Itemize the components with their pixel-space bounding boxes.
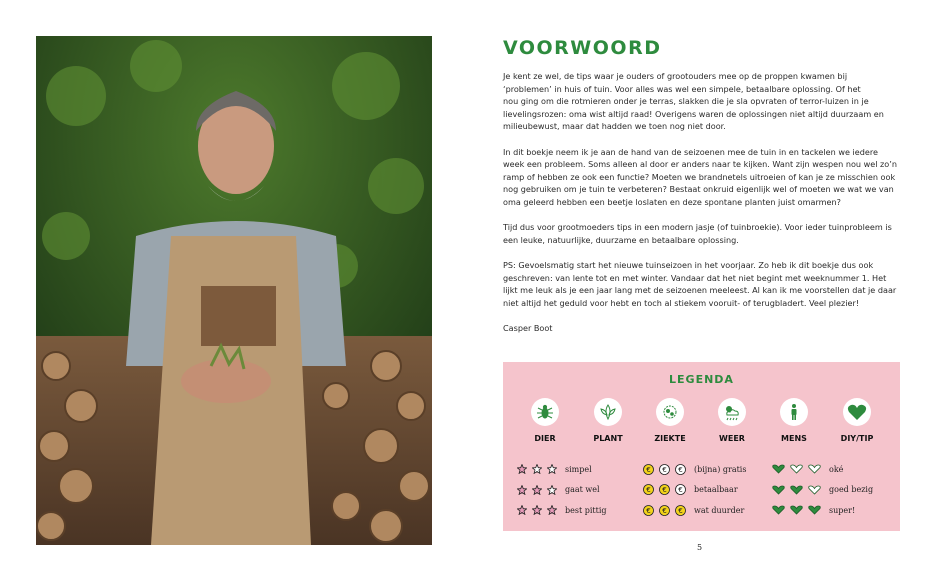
legend-category-dier (515, 398, 575, 443)
svg-text:€: € (646, 486, 651, 494)
rating-label: best pittig (565, 505, 607, 515)
text-line: nog gebruiken om je tuin te verbeteren? Bestaat onkruid eigenlijk wel of moeten we wat we van (503, 184, 894, 195)
heart-icon (790, 505, 803, 515)
impact-row (772, 503, 855, 517)
rating-label: super! (829, 505, 856, 515)
heart-icon (808, 485, 821, 495)
euro-coin-icon (675, 464, 686, 475)
category-label: WEER (719, 434, 745, 443)
svg-text:€: € (646, 465, 651, 474)
author-photo (36, 36, 432, 545)
text-line: milieubewust, maar dat hadden we toen nog niet door. (503, 121, 726, 132)
star-icon (532, 505, 542, 515)
foreword-text (503, 70, 903, 347)
paragraph (503, 259, 903, 309)
euro-coin-icon (659, 484, 670, 495)
paragraph (503, 70, 903, 133)
impact-row (772, 462, 843, 476)
rating-label: oké (829, 464, 844, 474)
leaf-icon (594, 398, 622, 426)
euro-coin-icon (643, 484, 654, 495)
paragraph (503, 146, 903, 209)
star-icon (532, 485, 542, 495)
legend-category-diy-tip (827, 398, 887, 443)
euro-coin-icon (643, 464, 654, 475)
difficulty-row (517, 503, 607, 517)
star-icon (517, 464, 527, 474)
euro-coin-icon (659, 505, 670, 516)
heart-icon (790, 485, 803, 495)
star-icon (547, 464, 557, 474)
star-icon (517, 505, 527, 515)
text-line: week een probleem. Soms alleen al door er anders naar te kijken. Want zijn wespen nou wel zo’n (503, 159, 897, 170)
bug-icon (531, 398, 559, 426)
text-line: ramp of hebben ze ook een functie? Moeten we brandnetels uitroeien of kan je ze misschien ook (503, 171, 896, 182)
text-line: geschreven: van lente tot en met winter. Vandaar dat het niet begint met weeknummer 1. Het (503, 272, 887, 283)
euro-coin-icon (643, 505, 654, 516)
svg-text:€: € (678, 465, 683, 474)
paragraph (503, 322, 903, 335)
text-line: oma geleerd hebben een beetje loslaten en deze spontane planten juist omarmen? (503, 196, 841, 207)
text-line: ‘problemen’ in huis of tuin. Voor alles was wel een simpele, betaalbare oplossing. Of het (503, 83, 861, 94)
legend-category-ziekte (640, 398, 700, 443)
heart-icon (843, 398, 871, 426)
category-label: MENS (781, 434, 807, 443)
category-label: PLANT (593, 434, 623, 443)
text-line: nou ging om die rotmieren onder je terras, slakken die je sla opvraten of terror-luizen in je (503, 96, 869, 107)
heart-icon (772, 485, 785, 495)
svg-text:€: € (646, 506, 651, 515)
cost-row (643, 503, 744, 517)
cost-row (643, 462, 746, 476)
text-line: PS: Gevoelsmatig start het nieuwe tuinseizoen in het voorjaar. Zo heb ik dit boekje dus ook (503, 259, 874, 270)
rating-label: simpel (565, 464, 592, 474)
text-line: niet altijd het geduld voor hebt en toch al stiekem vooruit- of terugbladert. Veel plezier! (503, 297, 860, 308)
rating-label: betaalbaar (694, 485, 738, 494)
legend-title: LEGENDA (669, 373, 734, 386)
page-number: 5 (697, 543, 703, 552)
text-line: lijkt me leuk als je een jaar lang met de seizoenen meeleest. Al kan ik me voorstellen dat je daar (503, 285, 897, 296)
text-line: Je kent ze wel, de tips waar je ouders of grootouders mee op de proppen kwamen bij (503, 71, 848, 81)
page-title: VOORWOORD (503, 37, 662, 59)
cost-row (643, 483, 738, 497)
text-line: Casper Boot (503, 322, 553, 333)
svg-text:€: € (662, 465, 667, 474)
text-line: In dit boekje neem ik je aan de hand van de seizoenen mee de tuin in en tackelen we iedere (503, 146, 878, 157)
text-line: lievelingsrozen: oma wist altijd raad! Overigens waren de oplossingen niet altijd duurzaam en (503, 108, 884, 119)
rating-label: wat duurder (694, 505, 745, 515)
paragraph (503, 221, 903, 246)
impact-row (772, 483, 873, 497)
heart-icon (772, 505, 785, 515)
difficulty-row (517, 483, 600, 497)
star-icon (547, 505, 557, 515)
category-label: ZIEKTE (654, 434, 686, 443)
svg-text:€: € (662, 506, 667, 515)
category-label: DIY/TIP (840, 434, 874, 443)
legend-category-plant (578, 398, 638, 443)
heart-icon (772, 464, 785, 474)
euro-coin-icon (675, 484, 686, 495)
euro-coin-icon (659, 464, 670, 475)
text-line: een leuke, natuurlijke, duurzame en betaalbare oplossing. (503, 234, 739, 245)
svg-text:€: € (678, 486, 683, 494)
category-label: DIER (534, 434, 556, 443)
heart-icon (808, 505, 821, 515)
euro-coin-icon (675, 505, 686, 516)
star-icon (532, 464, 542, 474)
rating-label: goed bezig (829, 485, 874, 494)
star-icon (517, 485, 527, 495)
legend-category-weer (702, 398, 762, 443)
virus-icon (656, 398, 684, 426)
star-icon (547, 485, 557, 495)
person-icon (780, 398, 808, 426)
legend-category-mens (764, 398, 824, 443)
svg-text:€: € (678, 506, 683, 515)
legend-box (503, 362, 900, 531)
text-line: Tijd dus voor grootmoeders tips in een modern jasje (of tuinbroekie). Voor ieder tuinprobleem is (503, 222, 892, 233)
heart-icon (790, 464, 803, 474)
rating-label: (bijna) gratis (694, 464, 747, 474)
difficulty-row (517, 462, 592, 476)
svg-text:€: € (662, 486, 667, 494)
weather-icon (718, 398, 746, 426)
heart-icon (808, 464, 821, 474)
rating-label: gaat wel (565, 485, 600, 494)
